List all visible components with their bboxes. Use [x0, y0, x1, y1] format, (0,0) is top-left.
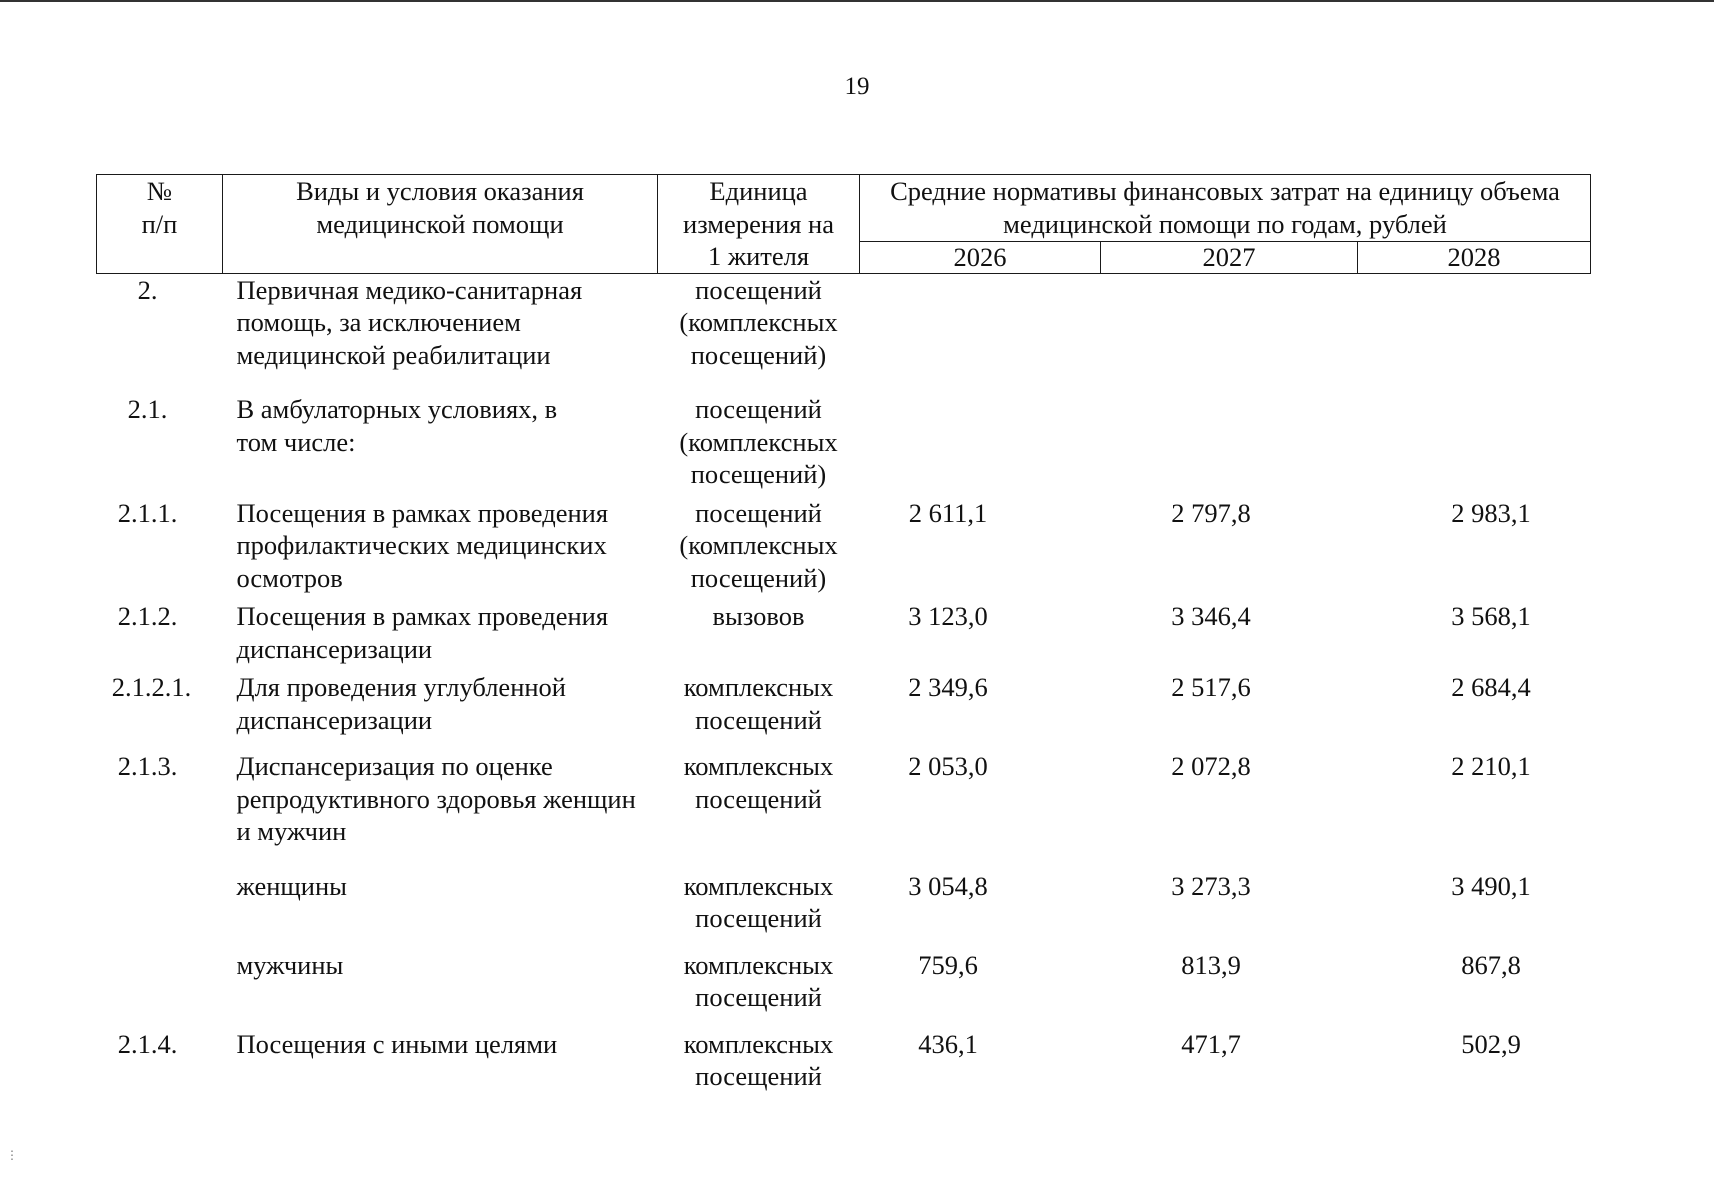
table-row — [97, 1028, 1591, 1093]
row-name: Диспансеризация по оценке репродуктивного здоровья женщин и мужчин — [236, 751, 636, 846]
table-row — [97, 273, 1591, 393]
row-value-2027: 3 346,4 — [1171, 601, 1251, 631]
row-name: В амбулаторных условиях, в том числе: — [236, 394, 558, 457]
top-border-line — [0, 0, 1714, 2]
header-norms: Средние нормативы финансовых затрат на единицу объема медицинской помощи по годам, рублей — [860, 175, 1591, 242]
row-unit: комплексных посещений — [683, 751, 834, 814]
row-num: 2.1.1. — [117, 497, 178, 528]
row-unit: вызовов — [712, 601, 805, 631]
row-value-2026: 759,6 — [918, 949, 978, 980]
header-type: Виды и условия оказания медицинской помощи — [223, 175, 658, 274]
row-value-2027: 3 273,3 — [1171, 870, 1251, 901]
row-value-2026: 2 349,6 — [908, 672, 988, 702]
header-num: № п/п — [97, 175, 223, 274]
row-name: женщины — [236, 870, 347, 901]
row-value-2026: 3 123,0 — [908, 601, 988, 631]
row-unit: посещений (комплексных посещений) — [679, 497, 838, 593]
row-value-2028: 3 568,1 — [1451, 601, 1531, 631]
row-value-2026: 436,1 — [918, 1028, 978, 1059]
row-unit: посещений (комплексных посещений) — [679, 394, 838, 489]
row-name: мужчины — [236, 949, 344, 980]
row-value-2026: 2 053,0 — [908, 751, 988, 781]
header-year-2028: 2028 — [1358, 242, 1591, 273]
row-name: Первичная медико-санитарная помощь, за исключением медицинской реабилитации — [236, 274, 583, 370]
row-value-2028 — [1358, 273, 1591, 393]
table-row — [97, 750, 1591, 870]
row-num — [97, 949, 223, 1028]
header-year-2026: 2026 — [860, 242, 1101, 273]
row-value-2027: 471,7 — [1181, 1028, 1241, 1059]
row-value-2028: 502,9 — [1461, 1028, 1521, 1059]
row-name: Для проведения углубленной диспансеризации — [236, 672, 566, 735]
row-unit: комплексных посещений — [683, 672, 834, 735]
financial-norms-table — [96, 174, 1591, 1093]
row-name: Посещения в рамках проведения диспансеризации — [236, 601, 609, 664]
row-value-2028: 867,8 — [1461, 949, 1521, 980]
row-value-2028: 2 684,4 — [1451, 672, 1531, 702]
header-year-2027: 2027 — [1101, 242, 1358, 273]
row-num: 2.1.3. — [117, 751, 178, 781]
row-value-2028: 2 210,1 — [1451, 751, 1531, 781]
row-num: 2.1.4. — [117, 1028, 178, 1059]
page-number: 19 — [844, 73, 870, 100]
row-value-2027 — [1101, 393, 1358, 497]
scan-margin-mark: ⋮ — [6, 1148, 18, 1162]
table-row — [97, 870, 1591, 949]
table-row — [97, 671, 1591, 750]
row-value-2027: 2 517,6 — [1171, 672, 1251, 702]
table-row — [97, 949, 1591, 1028]
row-value-2026: 2 611,1 — [908, 497, 988, 528]
row-value-2027 — [1101, 273, 1358, 393]
row-num: 2.1.2.1. — [111, 672, 192, 702]
row-value-2026 — [860, 393, 1101, 497]
row-num: 2. — [137, 274, 158, 305]
row-num — [97, 870, 223, 949]
row-value-2028: 3 490,1 — [1451, 870, 1531, 901]
row-value-2027: 2 797,8 — [1171, 497, 1251, 528]
row-unit: комплексных посещений — [683, 949, 834, 1012]
row-value-2026: 3 054,8 — [908, 870, 988, 901]
row-value-2028: 2 983,1 — [1451, 497, 1531, 528]
row-num: 2.1.2. — [117, 601, 178, 631]
row-unit: комплексных посещений — [683, 870, 834, 933]
row-num: 2.1. — [127, 394, 168, 424]
row-value-2026 — [860, 273, 1101, 393]
row-value-2027: 2 072,8 — [1171, 751, 1251, 781]
header-unit: Единица измерения на 1 жителя — [658, 175, 860, 274]
table-row — [97, 497, 1591, 601]
table-row — [97, 600, 1591, 671]
row-value-2028 — [1358, 393, 1591, 497]
row-name: Посещения с иными целями — [236, 1028, 558, 1059]
row-name: Посещения в рамках проведения профилактических медицинских осмотров — [236, 497, 609, 593]
row-unit: комплексных посещений — [683, 1028, 834, 1091]
row-unit: посещений (комплексных посещений) — [679, 274, 838, 370]
row-value-2027: 813,9 — [1181, 949, 1241, 980]
table-row — [97, 393, 1591, 497]
